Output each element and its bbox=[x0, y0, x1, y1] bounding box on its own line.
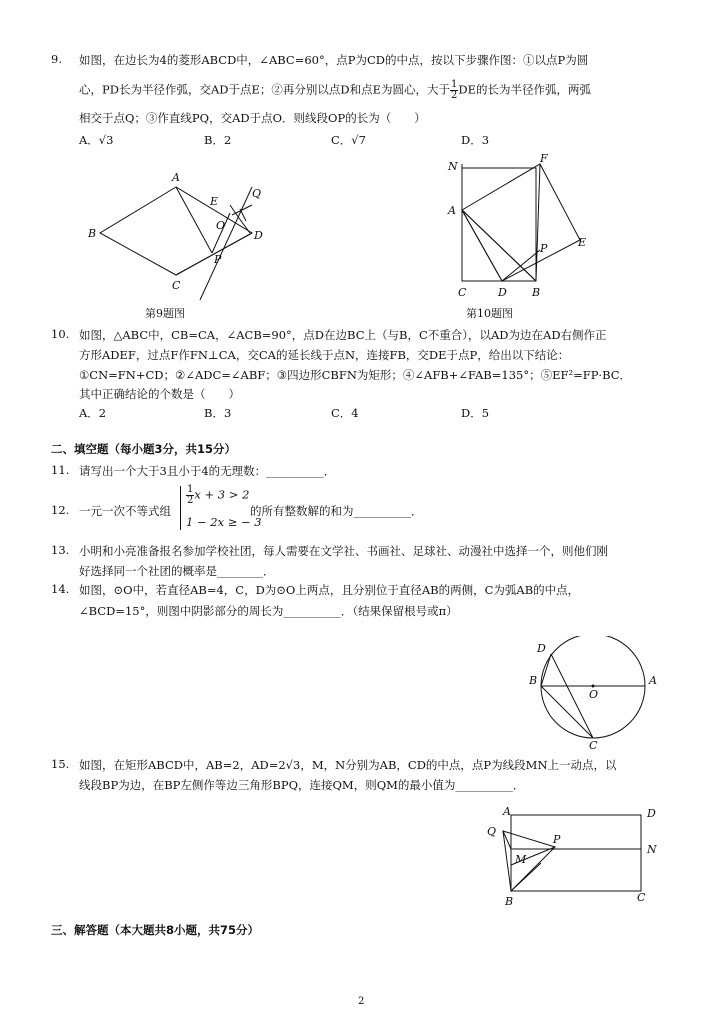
q14-line1: 如图，⊙O中，若直径AB=4，C，D为⊙O上两点，且分别位于直径AB的两侧，C为弧AB的中点， bbox=[79, 583, 580, 597]
fig9-label-a: A bbox=[172, 171, 180, 184]
fig14-label-b: B bbox=[529, 674, 538, 687]
segment-ab bbox=[462, 210, 536, 281]
q12-frac-num: 1 bbox=[187, 484, 194, 495]
q9-number: 9. bbox=[51, 52, 62, 66]
q9-option-b: B．2 bbox=[204, 133, 232, 147]
q12-inequality-1 bbox=[186, 485, 249, 506]
q10-option-b: B．3 bbox=[204, 406, 232, 420]
segment-ap bbox=[176, 187, 212, 253]
q10-line4: 其中正确结论的个数是（ ） bbox=[79, 387, 240, 401]
fig10-label-c: C bbox=[458, 286, 467, 299]
fig10-label-e: E bbox=[578, 236, 587, 249]
q14-line2: ∠BCD=15°，则图中阴影部分的周长为__________．（结果保留根号或π） bbox=[79, 604, 458, 618]
fig10-label-f: F bbox=[540, 152, 548, 165]
fig15-label-a: A bbox=[503, 805, 511, 818]
segment-fb bbox=[536, 164, 540, 281]
q12-ineq1-rest: x + 3 > 2 bbox=[194, 487, 250, 502]
fig10-label-a: A bbox=[448, 204, 456, 217]
q12-post: 的所有整数解的和为__________． bbox=[250, 504, 423, 518]
chord-bd bbox=[541, 654, 551, 686]
fig10-label-b: B bbox=[532, 286, 541, 299]
fig9-label-b: B bbox=[88, 227, 97, 240]
fig9-label-e: E bbox=[210, 195, 219, 208]
fig15-label-c: C bbox=[637, 891, 646, 904]
q10-option-c: C．4 bbox=[331, 406, 359, 420]
q9-option-d: D．3 bbox=[461, 133, 490, 147]
q13-line2: 好选择同一个社团的概率是________． bbox=[79, 564, 275, 578]
fig15-label-d: D bbox=[647, 807, 656, 820]
q9-frac-num: 1 bbox=[451, 79, 458, 90]
section-3-heading: 三、解答题（本大题共8小题，共75分） bbox=[51, 923, 260, 937]
diagonal-ac-area bbox=[176, 187, 214, 275]
q14-number: 14. bbox=[51, 582, 70, 596]
segment-ad bbox=[462, 210, 502, 281]
fig15-label-n: N bbox=[647, 843, 657, 856]
q13-line1: 小明和小亮准备报名参加学校社团，每人需要在文学社、书画社、足球社、动漫社中选择一个，则他们刚 bbox=[79, 544, 608, 558]
fig14-label-c: C bbox=[589, 739, 598, 751]
q10-line3: ①CN=FN+CD；②∠ADC=∠ABF；③四边形CBFN为矩形；④∠AFB+∠FAB=135°；⑤EF²=FP·BC． bbox=[79, 368, 632, 382]
line-pq bbox=[200, 187, 252, 300]
fig9-label-d: D bbox=[254, 229, 263, 242]
q11-text: 请写出一个大于3且小于4的无理数：__________． bbox=[79, 464, 336, 478]
fig10-label-n: N bbox=[448, 160, 458, 173]
q13-number: 13. bbox=[51, 543, 70, 557]
fig9-label-p: P bbox=[214, 253, 222, 266]
chord-bc bbox=[541, 686, 593, 738]
q9-line3: 相交于点Q；③作直线PQ，交AD于点O．则线段OP的长为（ ） bbox=[79, 111, 426, 125]
q9-line2b: DE的长为半径作弧，两弧 bbox=[458, 82, 591, 97]
q12-pre: 一元一次不等式组 bbox=[79, 504, 171, 518]
q15-line2: 线段BP为边，在BP左侧作等边三角形BPQ，连接QM，则QM的最小值为__________． bbox=[79, 778, 525, 792]
q10-option-d: D．5 bbox=[461, 406, 490, 420]
page-number: 2 bbox=[358, 996, 365, 1007]
fig15-label-p: P bbox=[553, 833, 561, 846]
q15-line1: 如图，在矩形ABCD中，AB=2，AD=2√3，M，N分别为AB，CD的中点，点P为线段MN上一动点，以 bbox=[79, 758, 617, 772]
section-2-heading: 二、填空题（每小题3分，共15分） bbox=[51, 442, 237, 456]
fig15-label-b: B bbox=[505, 895, 514, 908]
q9-option-c: C．√7 bbox=[331, 133, 366, 147]
figure-10 bbox=[440, 152, 600, 302]
rectangle-cbfn bbox=[462, 168, 536, 281]
q12-number: 12. bbox=[51, 503, 70, 517]
q15-number: 15. bbox=[51, 757, 70, 771]
q10-line2: 方形ADEF，过点F作FN⊥CA，交CA的延长线于点N，连接FB，交DE于点P，给出以下结论： bbox=[79, 348, 570, 362]
q12-inequality-2: 1 − 2x ≥ − 3 bbox=[186, 515, 262, 529]
q9-option-a: A．√3 bbox=[79, 133, 114, 147]
rectangle-abcd bbox=[511, 815, 641, 891]
q10-number: 10. bbox=[51, 327, 70, 341]
inequality-brace bbox=[180, 486, 185, 530]
fig9-label-c: C bbox=[172, 279, 181, 292]
q9-line2a: 心，PD长为半径作弧，交AD于点E；②再分别以点D和点E为圆心，大于 bbox=[79, 82, 450, 97]
chord-dc bbox=[551, 654, 593, 738]
arc-q2 bbox=[240, 209, 246, 221]
rhombus-abcd bbox=[100, 187, 252, 275]
figure-9-caption: 第9题图 bbox=[145, 307, 185, 320]
figure-14 bbox=[525, 636, 665, 751]
fig9-label-q: Q bbox=[252, 187, 262, 200]
figure-15 bbox=[485, 803, 665, 908]
figure-9 bbox=[80, 165, 280, 305]
fig14-label-d: D bbox=[537, 642, 546, 655]
square-adef bbox=[462, 164, 580, 281]
segment-inner1 bbox=[511, 863, 541, 891]
q9-line1: 如图，在边长为4的菱形ABCD中，∠ABC=60°，点P为CD的中点，按以下步骤作图：①以点P为圆 bbox=[79, 53, 589, 67]
fig15-label-m: M bbox=[515, 853, 527, 866]
fig10-label-d: D bbox=[498, 286, 507, 299]
fig14-label-a: A bbox=[649, 674, 657, 687]
q10-option-a: A．2 bbox=[79, 406, 107, 420]
q9-line2 bbox=[79, 80, 591, 101]
fig15-label-q: Q bbox=[487, 825, 497, 838]
figure-10-caption: 第10题图 bbox=[466, 307, 513, 320]
fig14-label-o: O bbox=[589, 688, 599, 701]
fig10-label-p: P bbox=[540, 242, 548, 255]
q11-number: 11. bbox=[51, 463, 70, 477]
q9-frac-den: 2 bbox=[451, 90, 458, 101]
q10-line1: 如图，△ABC中，CB=CA，∠ACB=90°，点D在边BC上（与B，C不重合），以AD为边在AD右侧作正 bbox=[79, 328, 607, 342]
segment-dp bbox=[502, 250, 540, 281]
q12-frac-den: 2 bbox=[187, 495, 194, 506]
fig9-label-o: O bbox=[216, 219, 226, 232]
